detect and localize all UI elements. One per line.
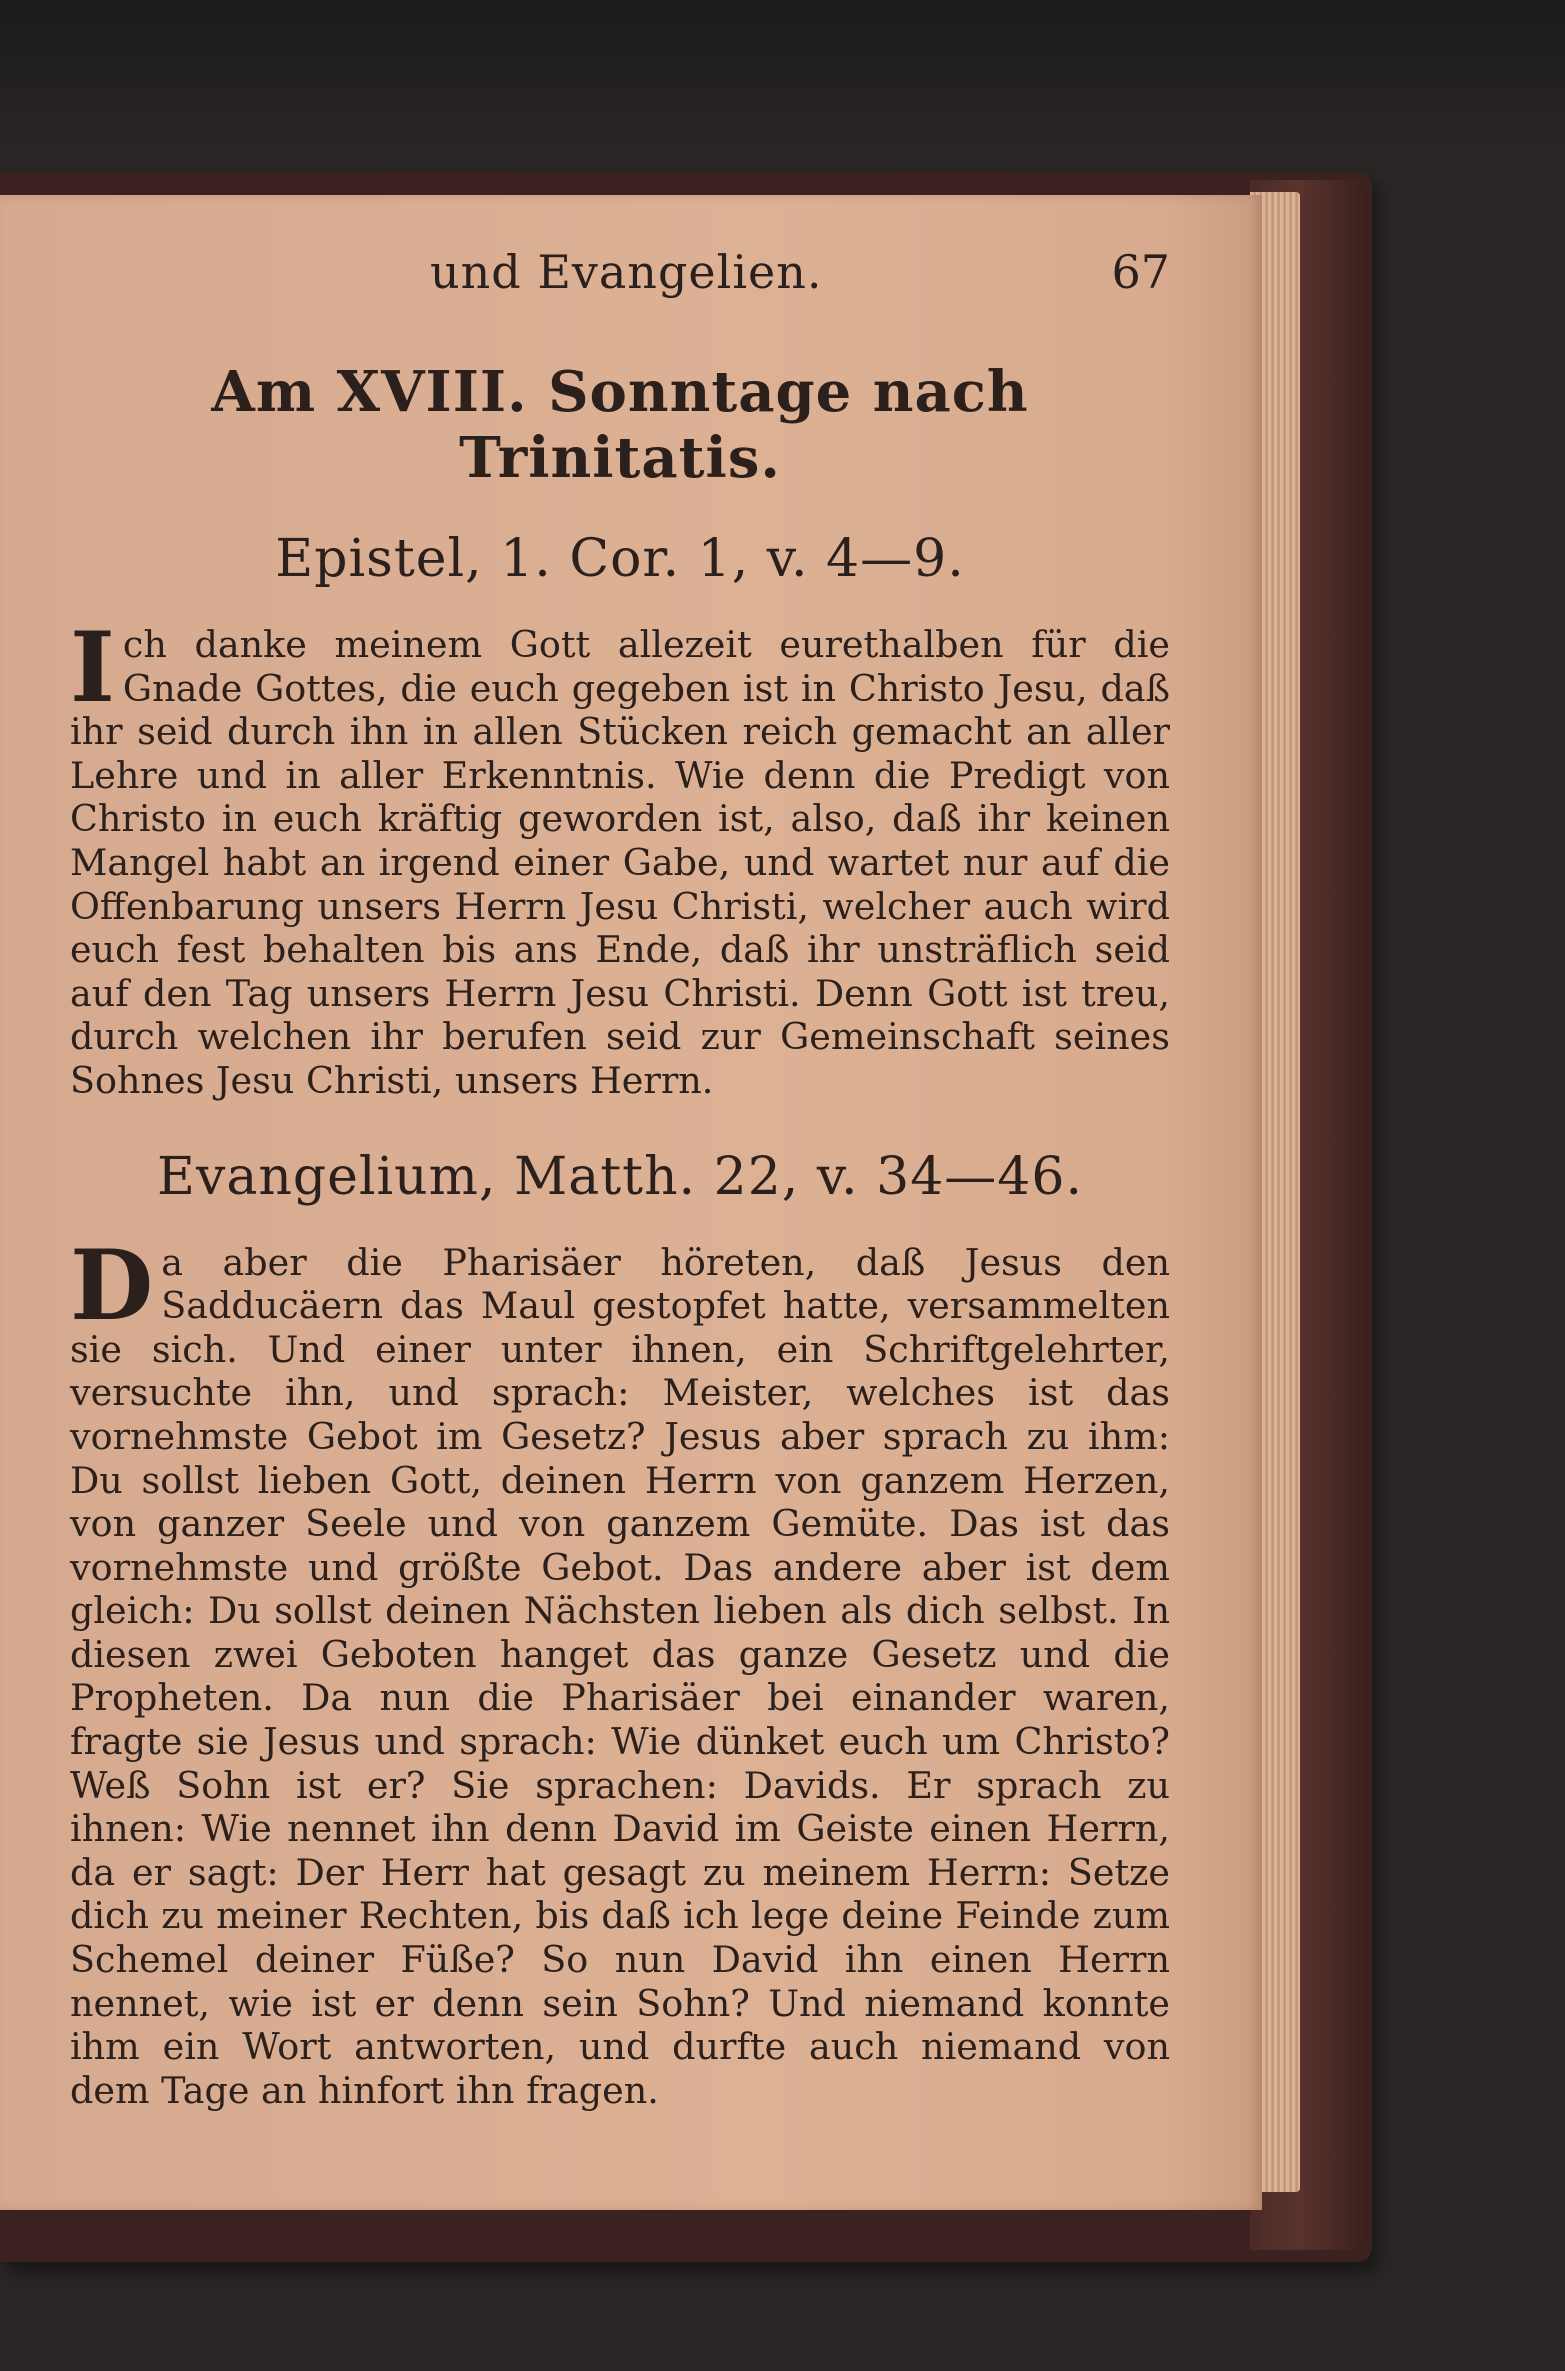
epistle-text: ch danke meinem Gott allezeit eurethalben für die Gnade Gottes, die euch gegeben ist in Christo Jesu, daß ihr seid durch ihn in allen Stücken reich gemacht an aller Lehre und in aller Erkenntnis. Wie denn die Predigt von Christo in euch kräftig geworden ist, also, daß ihr keinen Mangel habt an irgend einer Gabe, und wartet nur auf die Offenbarung unsers Herrn Jesu Christi, welcher auch wird euch fest behalten bis ans Ende, daß ihr unsträflich seid auf den Tag unsers Herrn Jesu Christi. Denn Gott ist treu, durch welchen ihr berufen seid zur Gemeinschaft seines Sohnes Jesu Christi, unsers Herrn. (70, 623, 1170, 1102)
gospel-title: Evangelium, Matth. 22, v. 34—46. (157, 1146, 1083, 1207)
page-number: 67 (1111, 245, 1170, 299)
epistle-text-block (70, 611, 1170, 1103)
running-head (70, 245, 1170, 325)
gospel-text-block (70, 1228, 1170, 2113)
epistle-initial: I (70, 611, 115, 724)
epistle-title: Epistel, 1. Cor. 1, v. 4—9. (275, 529, 965, 589)
gospel-initial: D (70, 1228, 154, 1342)
gospel-text: a aber die Pharisäer höreten, daß Jesus den Sadducäern das Maul gestopfet hatte, versammelten sie sich. Und einer unter ihnen, ein Schriftgelehrter, versuchte ihn, und sprach: Meister, welches ist das vornehmste Gebot im Gesetz? Jesus aber sprach zu ihm: Du sollst lieben Gott, deinen Herrn von ganzem Herzen, von ganzer Seele und von ganzem Gemüte. Das ist das vornehmste und größte Gebot. Das andere aber ist dem gleich: Du sollst deinen Nächsten lieben als dich selbst. In diesen zwei Geboten hanget das ganze Gesetz und die Propheten. Da nun die Pharisäer bei einander waren, fragte sie Jesus und sprach: Wie dünket euch um Christo? Weß Sohn ist er? Sie sprachen: Davids. Er sprach zu ihnen: Wie nennet ihn denn David im Geiste einen Herrn, da er sagt: Der Herr hat gesagt zu meinem Herrn: Setze dich zu meiner Rechten, bis daß ich lege deine Feinde zum Schemel deiner Füße? So nun David ihn einen Herrn nennet, wie ist er denn sein Sohn? Und niemand konnte ihm ein Wort antworten, und durfte auch niemand von dem Tage an hinfort ihn fragen. (70, 1240, 1170, 2112)
book-page (0, 195, 1262, 2210)
background-top (0, 0, 1565, 180)
running-title: und Evangelien. (430, 245, 823, 299)
page-content (70, 245, 1170, 2149)
section-heading: Am XVIII. Sonntage nach Trinitatis. (211, 359, 1029, 491)
